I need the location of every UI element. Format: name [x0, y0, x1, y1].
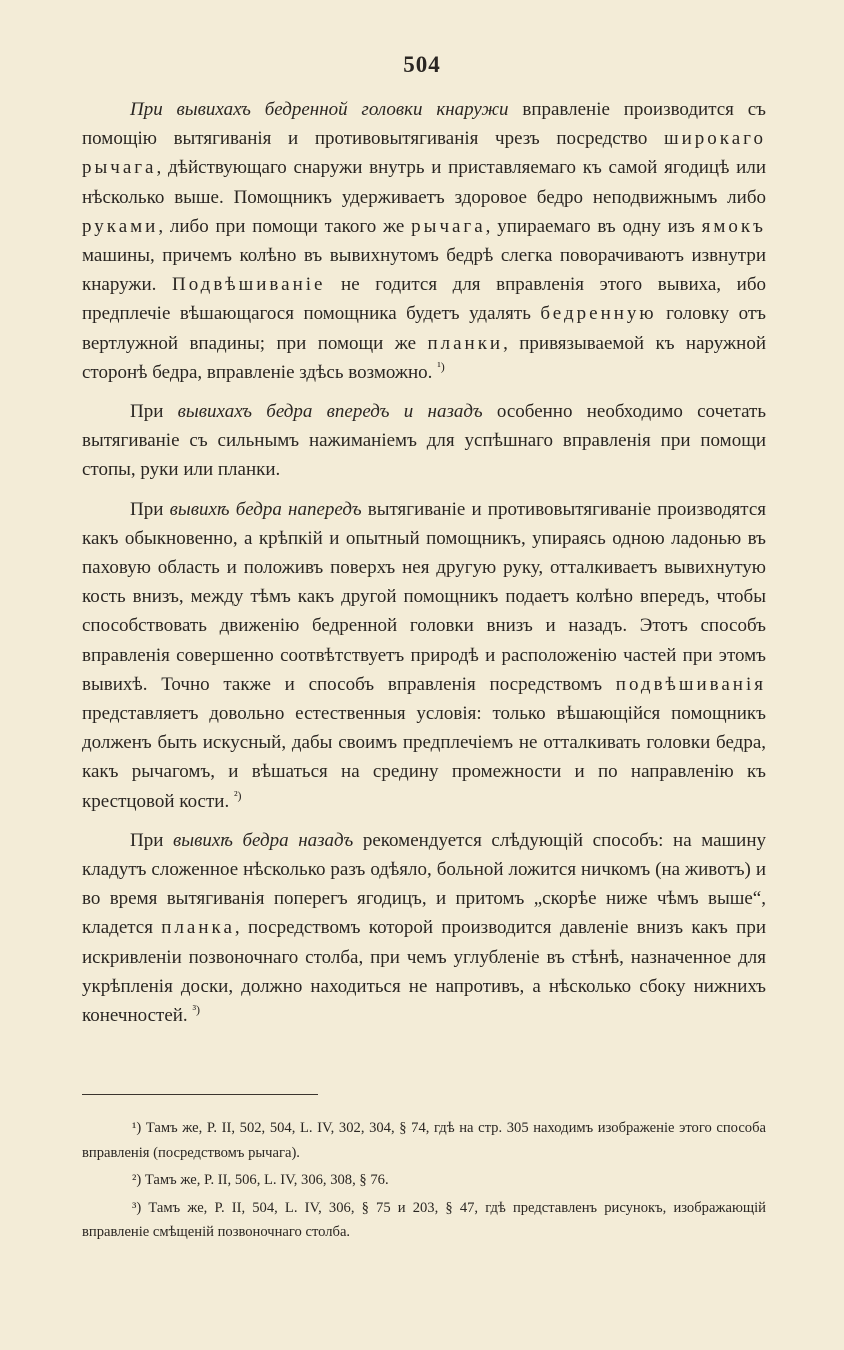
italic-term: вывихѣ бедра напередъ [169, 498, 362, 520]
footnote-ref: ¹) [437, 359, 445, 374]
text-run: , дѣйствующаго снаружи внутрь и приставляемаго къ самой ягодицѣ или нѣсколько выше. Помощникъ удерживаетъ здоровое бедро неподвижнымъ либо [82, 157, 766, 208]
text-run: вправленіе производится съ помощію вытягиванія и противовытягиванія чрезъ посредство [82, 99, 766, 150]
text-run: При [130, 498, 170, 520]
spaced-term: рычага [411, 215, 486, 237]
italic-term: вывихахъ бедра впередъ и назадъ [177, 401, 483, 423]
text-run: не годится для вправленія этого вывиха, ибо предплечіе вѣшающагося помощника будетъ удалять [82, 274, 766, 325]
text-run: , привязываемой къ наружной сторонѣ бедра, вправленіе здѣсь возможно. [82, 332, 766, 383]
spaced-term: руками [82, 215, 159, 237]
spaced-term: ямокъ [701, 215, 766, 237]
text-run: рекомендуется слѣдующій способъ: на машину кладутъ сложенное нѣсколько разъ одѣяло, больной ложится ничкомъ (на животъ) и во время вытягиванія поперегъ ягодицъ, и притомъ „скорѣе ниже чѣмъ выше“, кладется [82, 829, 766, 939]
footnote-divider [82, 1094, 318, 1095]
page-number: 504 [403, 52, 441, 77]
paragraph [82, 397, 766, 485]
paragraph [82, 95, 766, 387]
footnote: ³) Тамъ же, P. II, 504, L. IV, 306, § 75 и 203, § 47, гдѣ представленъ рисунокъ, изображающій вправленіе смѣщеній позвоночнаго столба. [82, 1199, 766, 1240]
footnote-ref: ³) [192, 1002, 201, 1017]
body-text [82, 95, 766, 1030]
text-run: , упираемаго въ одну изъ [485, 215, 702, 237]
spaced-term: планки [427, 332, 504, 354]
text-run: вытягиваніе и противовытягиваніе производятся какъ обыкновенно, а крѣпкій и опытный помощникъ, упираясь одною ладонью въ паховую область и положивъ поверхъ нея другую руку, отталкиваетъ вывихнутую кость внизъ, между тѣмъ какъ другой помощникъ подаетъ колѣно впередъ, чтобы способствовать движенію бедренной головки внизъ и назадъ. Этотъ способъ вправленія совершенно соотвѣтствуетъ природѣ и расположенію частей при этомъ вывихѣ. Точно также и способъ вправленія посредствомъ [82, 498, 766, 695]
footnote: ¹) Тамъ же, P. II, 502, 504, L. IV, 302, 304, § 74, гдѣ на стр. 305 находимъ изображеніе этого способа вправленія (посредствомъ рычага). [82, 1120, 766, 1161]
italic-term: При вывихахъ бедренной головки кнаружи [130, 99, 509, 120]
footnote: ²) Тамъ же, P. II, 506, L. IV, 306, 308, § 76. [132, 1172, 389, 1188]
paragraph [82, 826, 766, 1030]
spaced-term: планка [161, 917, 235, 939]
text-run: представляетъ довольно естественныя условія: только вѣшающійся помощникъ долженъ быть искусный, дабы своимъ предплечіемъ не отталкивать головки бедра, какъ рычагомъ, и вѣшаться на средину промежности и по направленію къ крестцовой кости. [82, 703, 766, 812]
spaced-term: бедренную [540, 303, 657, 325]
text-run: При [130, 829, 173, 851]
spaced-term: Подвѣшиваніе [171, 274, 326, 296]
paragraph [82, 495, 766, 816]
italic-term: вывихѣ бедра назадъ [172, 829, 354, 851]
text-run: При [130, 401, 178, 423]
spaced-term: широкаго рычага [82, 128, 766, 179]
text-run: головку отъ вертлужной впадины; при помощи же [82, 303, 766, 354]
text-run: , либо при помощи такого же [158, 215, 412, 237]
text-run: , посредствомъ которой производится давленіе внизъ какъ при искривленіи позвоночнаго столба, при чемъ углубленіе въ стѣнѣ, назначенное для укрѣпленія доски, должно находиться не напротивъ, а нѣсколько сбоку нижнихъ конечностей. [82, 917, 766, 1027]
text-run: особенно необходимо сочетать вытягиваніе съ сильнымъ нажиманіемъ для успѣшнаго вправленія при помощи стопы, руки или планки. [82, 401, 767, 481]
footnotes [82, 1116, 766, 1248]
footnote-ref: ²) [233, 788, 242, 803]
spaced-term: подвѣшиванія [615, 673, 766, 695]
text-run: машины, причемъ колѣно въ вывихнутомъ бедрѣ слегка поворачиваютъ извнутри кнаружи. [82, 245, 766, 296]
